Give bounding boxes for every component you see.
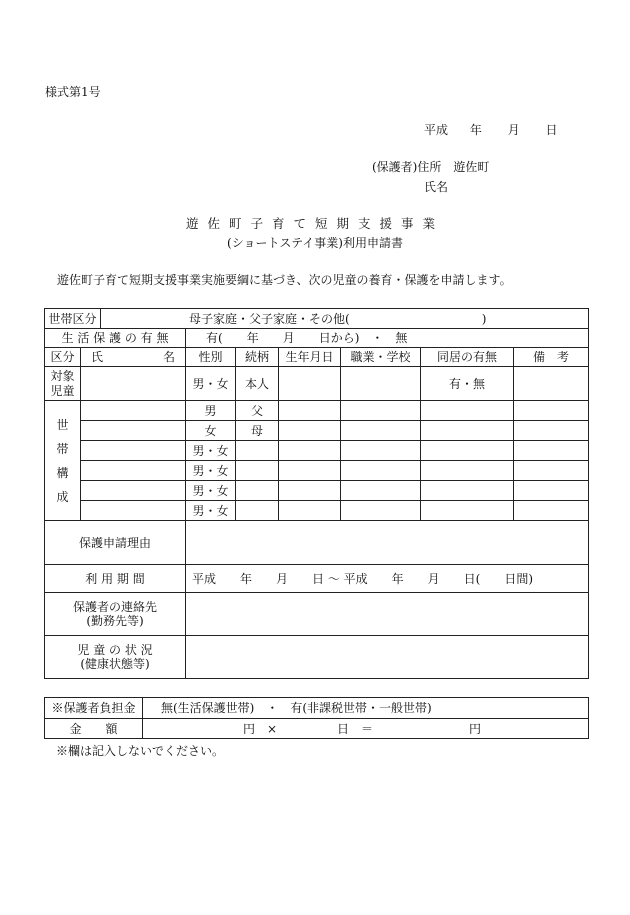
col-header-relation: 続柄 xyxy=(236,348,279,367)
household-occupation-cell[interactable] xyxy=(341,401,421,421)
guardian-name-label: 氏名 xyxy=(424,180,449,194)
household-cohabit-cell[interactable] xyxy=(421,501,514,521)
household-gender[interactable]: 男・女 xyxy=(186,461,236,481)
child-status-label-line2: (健康状態等) xyxy=(80,657,150,671)
welfare-label: 生 活 保 護 の 有 無 xyxy=(45,329,186,348)
target-remarks-cell[interactable] xyxy=(514,367,589,401)
household-row xyxy=(45,441,589,461)
household-gender: 男 xyxy=(186,401,236,421)
household-birthdate-cell[interactable] xyxy=(279,501,341,521)
target-gender[interactable]: 男・女 xyxy=(186,367,236,401)
date-line xyxy=(424,123,558,137)
col-header-cohabit: 同居の有無 xyxy=(421,348,514,367)
date-day: 日 xyxy=(545,123,558,137)
col-header-occupation: 職業・学校 xyxy=(341,348,421,367)
household-remarks-cell[interactable] xyxy=(514,441,589,461)
target-occupation-cell[interactable] xyxy=(341,367,421,401)
col-header-birthdate: 生年月日 xyxy=(279,348,341,367)
household-relation[interactable] xyxy=(236,461,279,481)
col-header-gender: 性別 xyxy=(186,348,236,367)
household-occupation-cell[interactable] xyxy=(341,421,421,441)
household-cohabit-cell[interactable] xyxy=(421,441,514,461)
date-year: 年 xyxy=(469,123,482,137)
col-header-name: 氏 名 xyxy=(81,348,186,367)
household-relation: 父 xyxy=(236,401,279,421)
contact-label-line1: 保護者の連絡先 xyxy=(73,600,158,614)
household-relation: 母 xyxy=(236,421,279,441)
household-name-cell[interactable] xyxy=(81,481,186,501)
household-birthdate-cell[interactable] xyxy=(279,481,341,501)
guardian-address-label: (保護者)住所 遊佐町 xyxy=(372,160,490,174)
fee-table xyxy=(44,697,589,739)
household-row xyxy=(45,481,589,501)
household-occupation-cell[interactable] xyxy=(341,441,421,461)
household-name-cell[interactable] xyxy=(81,421,186,441)
household-birthdate-cell[interactable] xyxy=(279,421,341,441)
household-name-cell[interactable] xyxy=(81,401,186,421)
document-title: 遊佐町子育て短期支援事業 xyxy=(185,216,444,231)
household-name-cell[interactable] xyxy=(81,501,186,521)
reason-label: 保護申請理由 xyxy=(45,521,186,565)
reason-input[interactable] xyxy=(186,521,589,565)
household-birthdate-cell[interactable] xyxy=(279,441,341,461)
household-remarks-cell[interactable] xyxy=(514,401,589,421)
document-subtitle: (ショートステイ事業)利用申請書 xyxy=(227,236,403,250)
note-text: ※欄は記入しないでください。 xyxy=(56,744,225,758)
application-table xyxy=(44,308,589,679)
child-status-input[interactable] xyxy=(186,636,589,679)
household-remarks-cell[interactable] xyxy=(514,421,589,441)
child-status-label-line1: 児 童 の 状 況 xyxy=(77,643,153,657)
target-relation: 本人 xyxy=(236,367,279,401)
household-gender[interactable]: 男・女 xyxy=(186,481,236,501)
household-remarks-cell[interactable] xyxy=(514,481,589,501)
household-relation[interactable] xyxy=(236,481,279,501)
household-row xyxy=(45,501,589,521)
household-type-value[interactable]: 母子家庭・父子家庭・その他( ) xyxy=(101,309,589,329)
target-child-row xyxy=(45,367,589,401)
contact-label xyxy=(45,593,186,636)
household-row xyxy=(45,401,589,421)
contact-input[interactable] xyxy=(186,593,589,636)
household-cohabit-cell[interactable] xyxy=(421,481,514,501)
household-row xyxy=(45,421,589,441)
household-occupation-cell[interactable] xyxy=(341,461,421,481)
household-cohabit-cell[interactable] xyxy=(421,461,514,481)
household-relation[interactable] xyxy=(236,501,279,521)
intro-text: 遊佐町子育て短期支援事業実施要綱に基づき、次の児童の養育・保護を申請します。 xyxy=(57,273,512,287)
household-occupation-cell[interactable] xyxy=(341,501,421,521)
household-cohabit-cell[interactable] xyxy=(421,421,514,441)
col-header-remarks: 備 考 xyxy=(514,348,589,367)
welfare-value[interactable]: 有( 年 月 日から) ・ 無 xyxy=(186,329,589,348)
household-composition-label: 世帯構成 xyxy=(45,401,81,521)
burden-label: ※保護者負担金 xyxy=(45,698,143,719)
date-era: 平成 xyxy=(424,123,449,137)
col-header-category: 区分 xyxy=(45,348,81,367)
household-row xyxy=(45,461,589,481)
period-label: 利 用 期 間 xyxy=(45,565,186,593)
household-name-cell[interactable] xyxy=(81,461,186,481)
period-value[interactable]: 平成 年 月 日 〜 平成 年 月 日( 日間) xyxy=(186,565,589,593)
household-cohabit-cell[interactable] xyxy=(421,401,514,421)
household-gender[interactable]: 男・女 xyxy=(186,441,236,461)
household-gender: 女 xyxy=(186,421,236,441)
household-occupation-cell[interactable] xyxy=(341,481,421,501)
amount-label: 金 額 xyxy=(45,719,143,739)
target-child-label: 対象児童 xyxy=(45,367,81,401)
household-type-label: 世帯区分 xyxy=(45,309,101,329)
target-name-cell[interactable] xyxy=(81,367,186,401)
household-remarks-cell[interactable] xyxy=(514,501,589,521)
child-status-label xyxy=(45,636,186,679)
household-gender[interactable]: 男・女 xyxy=(186,501,236,521)
amount-value[interactable]: 円 × 日 ＝ 円 xyxy=(143,719,589,739)
household-relation[interactable] xyxy=(236,441,279,461)
household-name-cell[interactable] xyxy=(81,441,186,461)
form-number: 様式第1号 xyxy=(45,85,101,99)
target-birthdate-cell[interactable] xyxy=(279,367,341,401)
household-birthdate-cell[interactable] xyxy=(279,461,341,481)
household-birthdate-cell[interactable] xyxy=(279,401,341,421)
household-remarks-cell[interactable] xyxy=(514,461,589,481)
contact-label-line2: (勤務先等) xyxy=(86,614,144,628)
burden-value[interactable]: 無(生活保護世帯) ・ 有(非課税世帯・一般世帯) xyxy=(143,698,589,719)
date-month: 月 xyxy=(507,123,520,137)
target-cohabit[interactable]: 有・無 xyxy=(421,367,514,401)
